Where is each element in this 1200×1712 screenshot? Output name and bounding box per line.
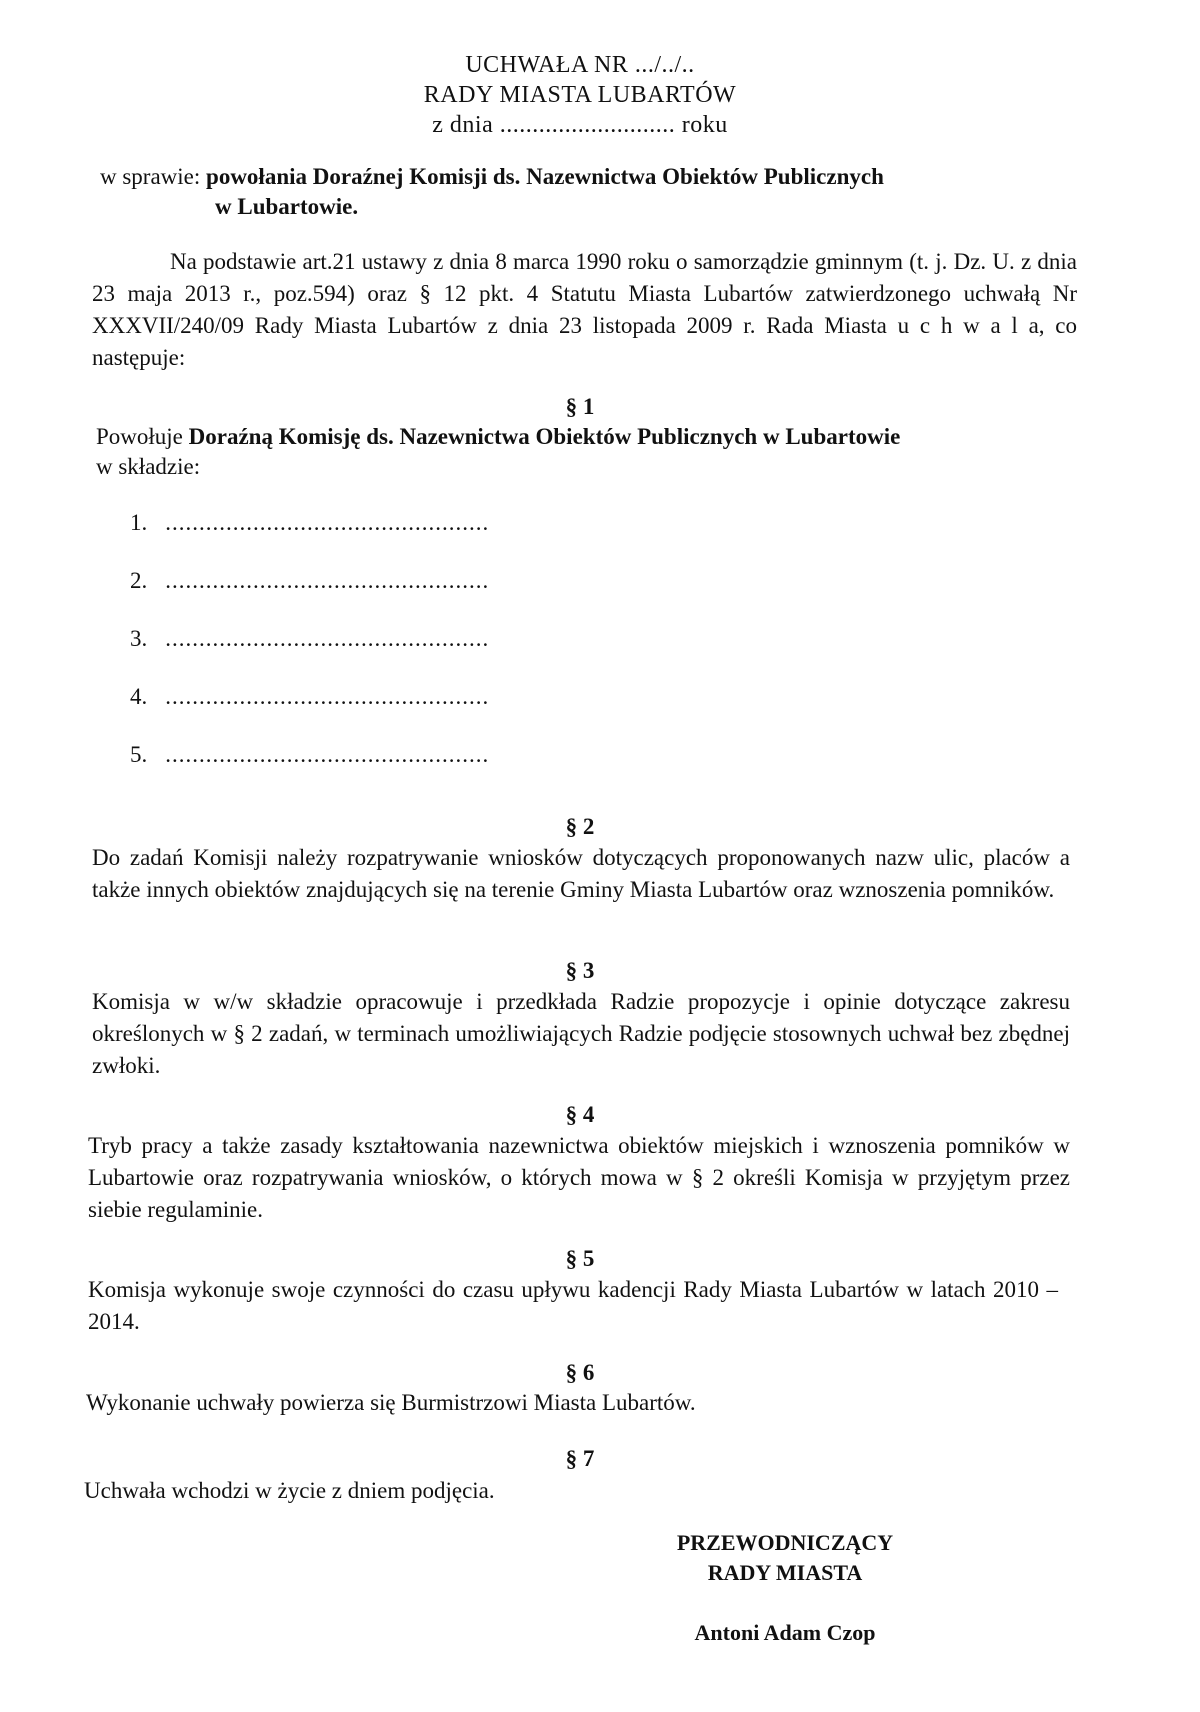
subject-title-cont: w Lubartowie.: [215, 194, 359, 219]
subject-title: powołania Doraźnej Komisji ds. Nazewnictwa Obiektów Publicznych: [206, 164, 884, 189]
preamble: Na podstawie art.21 ustawy z dnia 8 marca 1990 roku o samorządzie gminnym (t. j. Dz. U. z dnia 23 maja 2013 r., poz.594) oraz § 12 pkt. 4 Statutu Miasta Lubartów zatwierdzonego uchwałą Nr XXXVII/240/09 Rady Miasta Lubartów z dnia 23 listopada 2009 r. Rada Miasta u c h w a l a, co następuje:: [92, 249, 1077, 370]
section-5-mark: § 5: [565, 1246, 595, 1271]
section-7-text: Uchwała wchodzi w życie z dniem podjęcia.: [84, 1478, 495, 1503]
member-number: 2.: [130, 568, 148, 593]
member-blank: ................................................: [165, 510, 490, 535]
section-1-lead: Powołuje: [96, 424, 183, 449]
council-name: RADY MIASTA LUBARTÓW: [423, 82, 737, 108]
member-slot: [130, 684, 489, 710]
section-2-mark: § 2: [565, 814, 595, 839]
member-number: 1.: [130, 510, 148, 535]
section-1-text: [96, 424, 900, 450]
signatory-name: Antoni Adam Czop: [694, 1620, 876, 1645]
section-1-tail: w składzie:: [96, 454, 201, 479]
signatory-title: PRZEWODNICZĄCY: [676, 1530, 894, 1555]
member-blank: ................................................: [165, 684, 490, 709]
section-4-text: Tryb pracy a także zasady kształtowania nazewnictwa obiektów miejskich i wznoszenia pomników w Lubartowie oraz rozpatrywania wniosków, o których mowa w § 2 określi Komisja w przyjętym przez siebie regulaminie.: [88, 1133, 1070, 1222]
member-blank: ................................................: [165, 626, 490, 651]
member-blank: ................................................: [165, 568, 490, 593]
section-2-text: Do zadań Komisji należy rozpatrywanie wniosków dotyczących proponowanych nazw ulic, placów a także innych obiektów znajdujących się na terenie Gminy Miasta Lubartów oraz wznoszenia pomników.: [92, 845, 1070, 902]
resolution-number: UCHWAŁA NR .../../..: [465, 52, 695, 78]
signatory-body: RADY MIASTA: [707, 1560, 863, 1585]
section-6-text: Wykonanie uchwały powierza się Burmistrzowi Miasta Lubartów.: [86, 1390, 696, 1415]
member-number: 3.: [130, 626, 148, 651]
subject-prefix: w sprawie:: [100, 164, 201, 189]
resolution-date: z dnia ........................... roku: [432, 112, 728, 138]
section-1-mark: § 1: [565, 394, 595, 419]
member-slot: [130, 568, 489, 594]
member-slot: [130, 742, 489, 768]
section-4-mark: § 4: [565, 1102, 595, 1127]
section-6-mark: § 6: [565, 1360, 595, 1385]
section-7-mark: § 7: [565, 1446, 595, 1471]
section-3-text: Komisja w w/w składzie opracowuje i przedkłada Radzie propozycje i opinie dotyczące zakresu określonych w § 2 zadań, w terminach umożliwiających Radzie podjęcie stosownych uchwał bez zbędnej zwłoki.: [92, 989, 1070, 1078]
member-blank: ................................................: [165, 742, 490, 767]
member-number: 5.: [130, 742, 148, 767]
member-slot: [130, 510, 489, 536]
section-1-commission-name: Doraźną Komisję ds. Nazewnictwa Obiektów Publicznych w Lubartowie: [188, 424, 901, 449]
section-3-mark: § 3: [565, 958, 595, 983]
member-number: 4.: [130, 684, 148, 709]
section-5-text: Komisja wykonuje swoje czynności do czasu upływu kadencji Rady Miasta Lubartów w latach 2010 – 2014.: [88, 1277, 1058, 1334]
member-slot: [130, 626, 489, 652]
subject-line: [100, 164, 884, 190]
